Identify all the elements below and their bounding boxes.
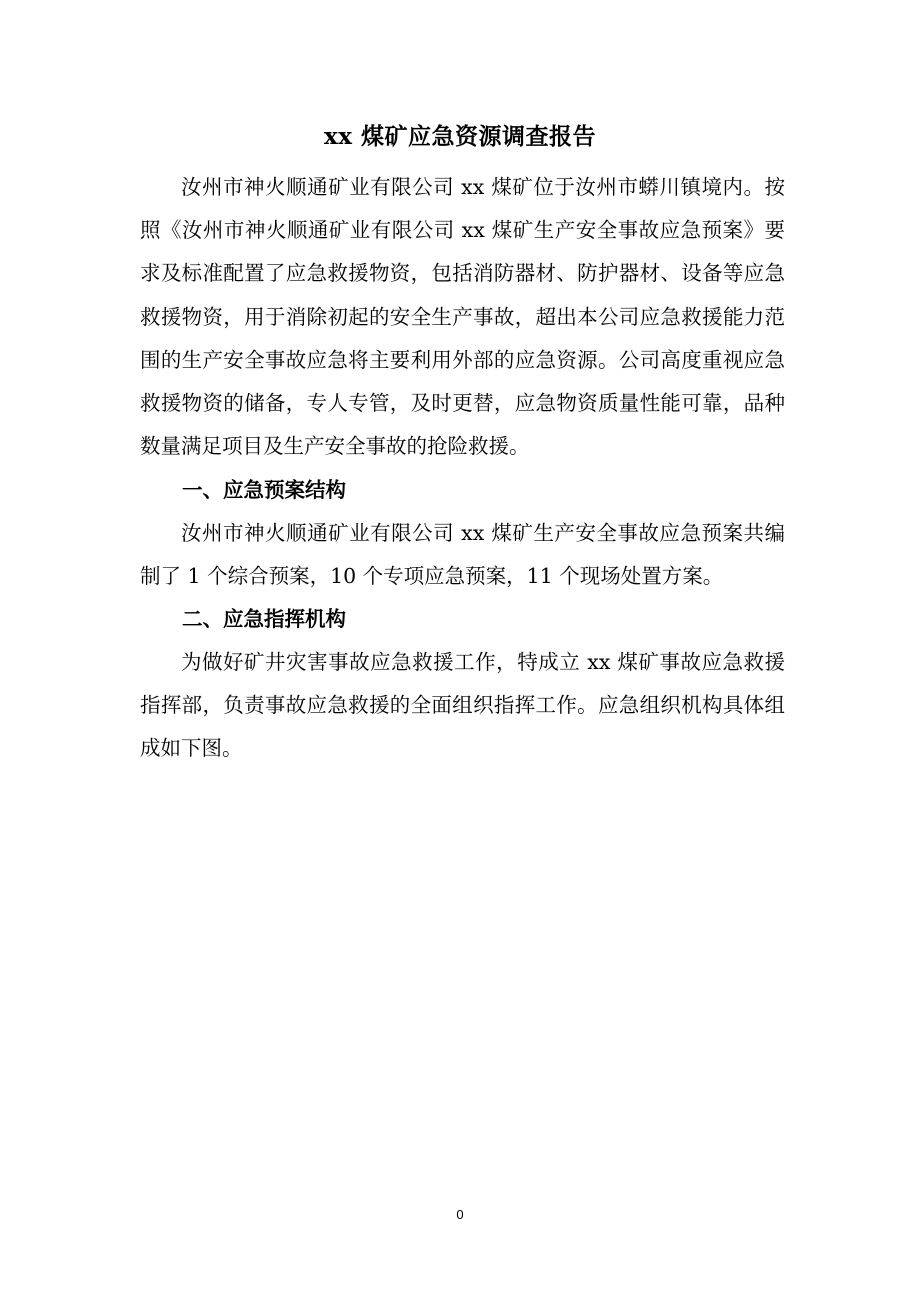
intro-paragraph: 汝州市神火顺通矿业有限公司 xx 煤矿位于汝州市蟒川镇境内。按照《汝州市神火顺通矿业有限公司 xx 煤矿生产安全事故应急预案》要求及标准配置了应急救援物资，包括消防器材、防护器材、设备等应急救援物资，用于消除初起的安全生产事故，超出本公司应急救援能力范围的生产安全事故应急将主要利用外部的应急资源。公司高度重视应急救援物资的储备，专人专管，及时更替，应急物资质量性能可靠，品种数量满足项目及生产安全事故的抢险救援。 <box>140 175 785 459</box>
section-heading-plan-structure: 一、应急预案结构 <box>182 478 346 502</box>
plan-structure-paragraph: 汝州市神火顺通矿业有限公司 xx 煤矿生产安全事故应急预案共编制了 1 个综合预案，10 个专项应急预案，11 个现场处置方案。 <box>140 521 785 589</box>
section-heading-command-organization: 二、应急指挥机构 <box>182 607 346 631</box>
page-number: 0 <box>456 1207 464 1222</box>
document-title: xx 煤矿应急资源调查报告 <box>324 123 596 150</box>
command-organization-paragraph: 为做好矿井灾害事故应急救援工作，特成立 xx 煤矿事故应急救援指挥部，负责事故应急救援的全面组织指挥工作。应急组织机构具体组成如下图。 <box>140 650 785 761</box>
